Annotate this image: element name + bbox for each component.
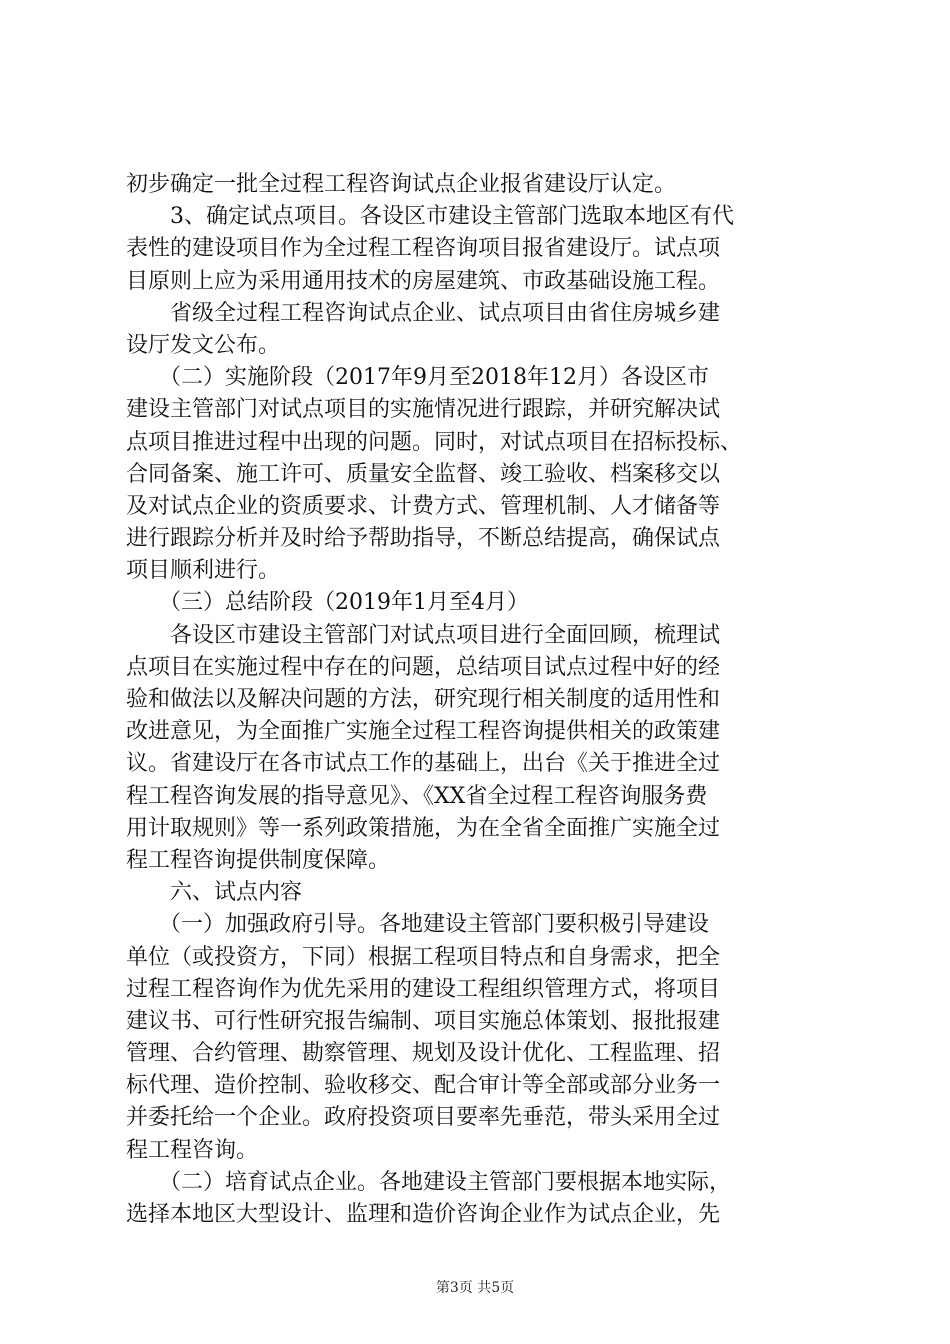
page-number-footer: 第3页 共5页 xyxy=(435,1280,515,1296)
text-line: 建设主管部门对试点项目的实施情况进行跟踪，并研究解决试 xyxy=(126,397,721,423)
text-line: （三）总结阶段（2019年1月至4月） xyxy=(126,590,529,616)
text-line: 程工程咨询。 xyxy=(126,1137,259,1163)
text-line: 项目顺利进行。 xyxy=(126,558,281,584)
text-line: 进行跟踪分析并及时给予帮助指导，不断总结提高，确保试点 xyxy=(126,526,721,552)
text-line: 及对试点企业的资质要求、计费方式、管理机制、人才储备等 xyxy=(126,493,721,519)
text-line: 程工程咨询提供制度保障。 xyxy=(126,847,391,873)
text-line: 并委托给一个企业。政府投资项目要率先垂范，带头采用全过 xyxy=(126,1105,721,1131)
text-line: 用计取规则》等一系列政策措施，为在全省全面推广实施全过 xyxy=(126,815,721,841)
text-line: 点项目推进过程中出现的问题。同时，对试点项目在招标投标、 xyxy=(126,429,743,455)
text-line: 设厅发文公布。 xyxy=(126,332,281,358)
body-text xyxy=(126,169,844,1231)
text-line: （二）培育试点企业。各地建设主管部门要根据本地实际， xyxy=(126,1169,732,1195)
text-line: 管理、合约管理、勘察管理、规划及设计优化、工程监理、招 xyxy=(126,1041,721,1067)
text-line: 省级全过程工程咨询试点企业、试点项目由省住房城乡建 xyxy=(126,300,721,326)
text-line: 表性的建设项目作为全过程工程咨询项目报省建设厅。试点项 xyxy=(126,236,721,262)
text-line: 议。省建设厅在各市试点工作的基础上，出台《关于推进全过 xyxy=(126,751,721,777)
text-line: （二）实施阶段（2017年9月至2018年12月）各设区市 xyxy=(126,365,709,391)
text-line: 单位（或投资方，下同）根据工程项目特点和自身需求，把全 xyxy=(126,944,721,970)
text-line: 初步确定一批全过程工程咨询试点企业报省建设厅认定。 xyxy=(126,172,677,197)
text-line: 标代理、造价控制、验收移交、配合审计等全部或部分业务一 xyxy=(126,1073,721,1099)
text-line: 点项目在实施过程中存在的问题，总结项目试点过程中好的经 xyxy=(126,654,721,680)
text-line: 合同备案、施工许可、质量安全监督、竣工验收、档案移交以 xyxy=(126,461,721,487)
text-line: 验和做法以及解决问题的方法，研究现行相关制度的适用性和 xyxy=(126,687,721,712)
text-line: 过程工程咨询作为优先采用的建设工程组织管理方式，将项目 xyxy=(126,976,721,1002)
text-line: 各设区市建设主管部门对试点项目进行全面回顾，梳理试 xyxy=(126,622,721,648)
text-line: 程工程咨询发展的指导意见》、《XX省全过程工程咨询服务费 xyxy=(126,783,708,809)
text-line: （一）加强政府引导。各地建设主管部门要积极引导建设 xyxy=(126,912,710,938)
text-line: 目原则上应为采用通用技术的房屋建筑、市政基础设施工程。 xyxy=(126,268,721,294)
text-line: 选择本地区大型设计、监理和造价咨询企业作为试点企业，先 xyxy=(126,1202,721,1227)
text-line: 六、试点内容 xyxy=(126,880,303,906)
text-line: 建议书、可行性研究报告编制、项目实施总体策划、报批报建 xyxy=(126,1008,721,1034)
text-line: 改进意见，为全面推广实施全过程工程咨询提供相关的政策建 xyxy=(126,719,721,745)
text-line: 3、确定试点项目。各设区市建设主管部门选取本地区有代 xyxy=(126,204,734,230)
